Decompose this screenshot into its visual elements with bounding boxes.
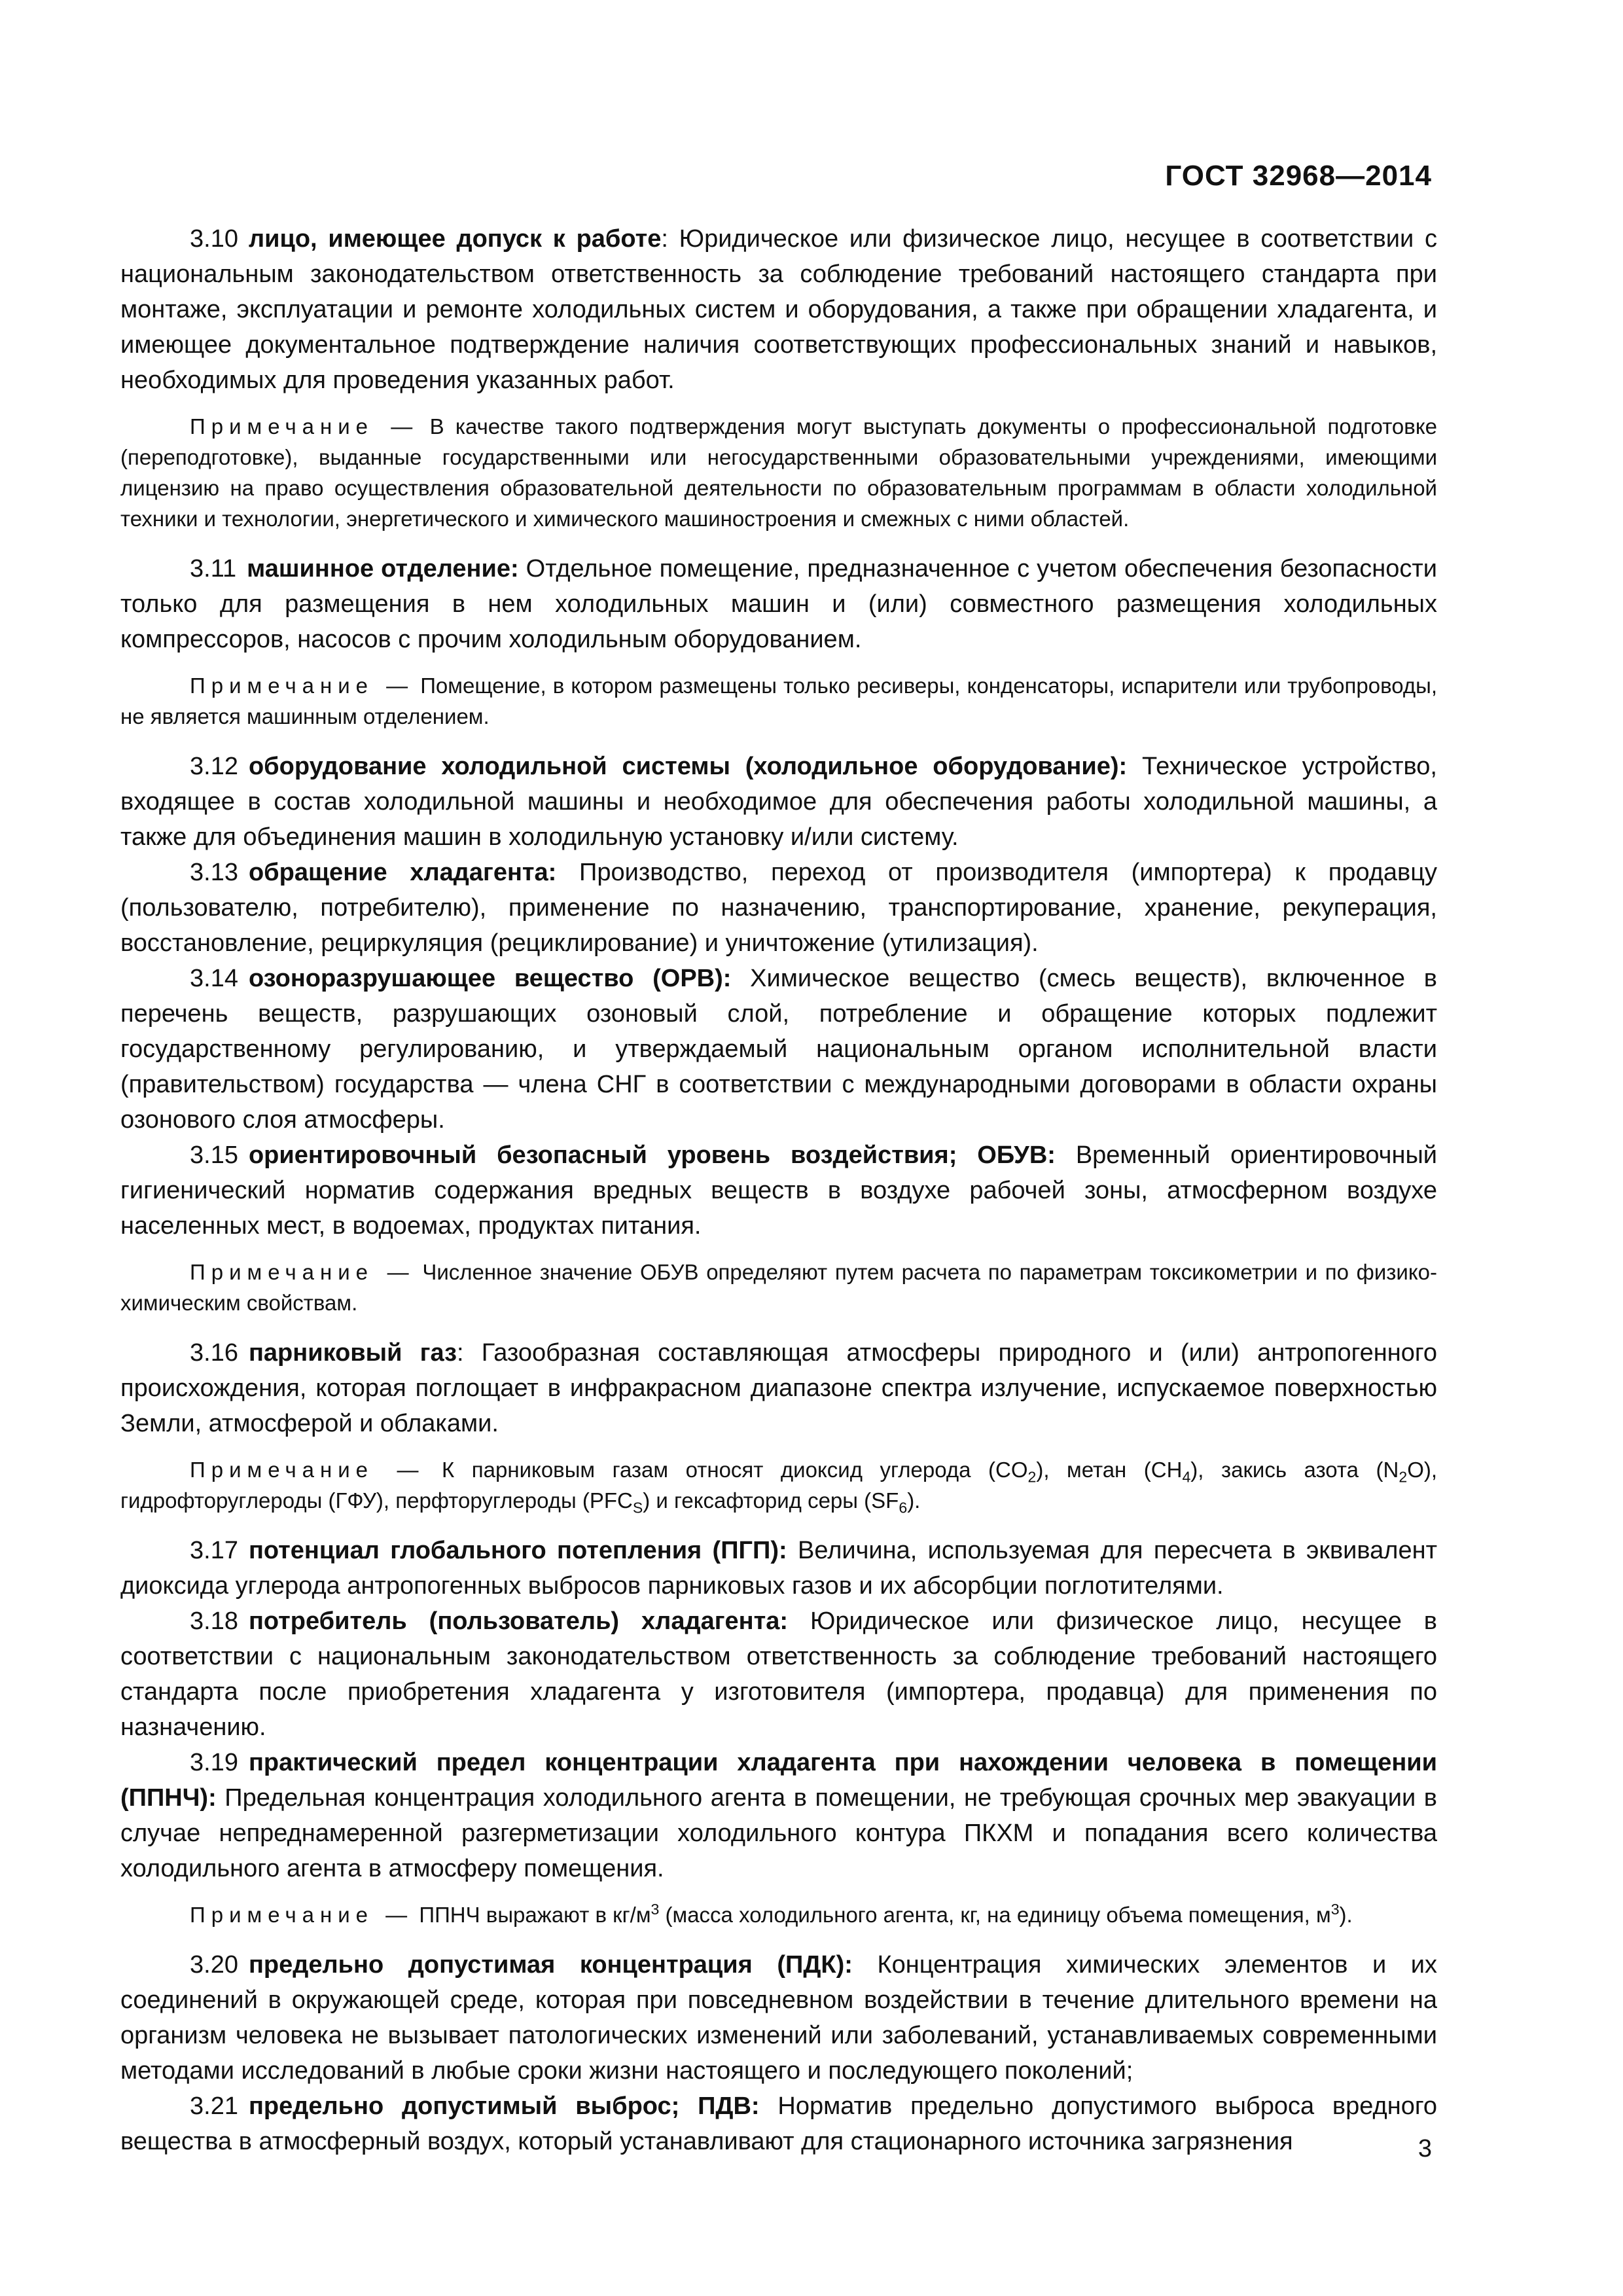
entry-term: предельно допустимая концентрация (ПДК): (248, 1951, 853, 1979)
definition-entry (120, 551, 1437, 657)
entry-term: практический предел концентрации хладагента при нахождении человека в помещении (ППНЧ): (120, 1749, 1437, 1812)
note-label: Примечание — (190, 673, 414, 698)
entry-definition: Производство, переход от производителя (импортера) к продавцу (пользователю, потребителю), применение по назначению, транспортирование, хранение, рекуперация, восстановление, рециркуляция (рециклирование) и уничтожение (утилизация). (120, 859, 1438, 957)
definition-entry (120, 1533, 1437, 1604)
entry-term: обращение хладагента: (248, 859, 557, 886)
note-label: Примечание — (190, 1903, 414, 1927)
note-label: Примечание — (190, 1458, 425, 1482)
definition-entry (120, 1138, 1437, 1244)
note (120, 411, 1437, 534)
note-text: Помещение, в котором размещены только ресиверы, конденсаторы, испарители или трубопроводы, не является машинным отделением. (120, 673, 1437, 728)
entry-number: 3.13 (190, 859, 238, 886)
page-number: 3 (1418, 2135, 1432, 2162)
entry-term: озоноразрушающее вещество (ОРВ): (248, 965, 732, 992)
entry-definition: Норматив предельно допустимого выброса вредного вещества в атмосферный воздух, который устанавливают для стационарного источника загрязнения (120, 2092, 1437, 2155)
note-label: Примечание — (190, 414, 419, 439)
note-text: ППНЧ выражают в $кг/м^3$ (масса холодильного агента, кг, на единицу объема помещения, $м^3$). (419, 1901, 1353, 1927)
entry-definition: Техническое устройство, входящее в состав холодильной машины и необходимое для обеспечения работы холодильной машины, а также для объединения машин в холодильную установку и/или систему. (120, 753, 1437, 851)
entry-number: 3.19 (190, 1749, 238, 1776)
entry-number: 3.11 (190, 555, 237, 583)
note-label: Примечание — (190, 1260, 415, 1284)
entry-number: 3.17 (190, 1537, 238, 1564)
document-number: ГОСТ 32968—2014 (1165, 160, 1432, 192)
note-text: К парниковым газам относят диоксид углерода $(CO_2)$, метан $(CH_4)$, закись азота $(N_2O)$, гидрофторуглероды (ГФУ), перфторуглероды $(PFC_S)$ и гексафторид серы $(SF_6)$. (120, 1458, 1438, 1516)
entry-term: предельно допустимый выброс; ПДВ: (248, 2092, 760, 2120)
definition-entry (120, 1947, 1437, 2089)
entry-definition: Юридическое или физическое лицо, несущее в соответствии с национальным законодательством ответственность за соблюдение требований настоящего стандарта после приобретения хладагента у изготовителя (импортера, продавца) для применения по назначению. (120, 1607, 1437, 1741)
entry-term: оборудование холодильной системы (холодильное оборудование): (248, 753, 1128, 780)
definition-entry (120, 221, 1437, 398)
note (120, 1257, 1437, 1318)
entry-number: 3.15 (190, 1141, 238, 1169)
entry-definition: Временный ориентировочный гигиенический норматив содержания вредных веществ в воздухе рабочей зоны, атмосферном воздухе населенных мест, в водоемах, продуктах питания. (120, 1141, 1437, 1240)
entry-term: потребитель (пользователь) хладагента: (248, 1607, 789, 1635)
entry-definition: Концентрация химических элементов и их соединений в окружающей среде, которая при повседневном воздействии в течение длительного времени на организм человека не вызывает патологических изменений или заболеваний, устанавливаемых современными методами исследований в любые сроки жизни настоящего и последующего поколений; (120, 1951, 1437, 2085)
definition-entry (120, 2089, 1437, 2159)
entry-definition: Предельная концентрация холодильного агента в помещении, не требующая срочных мер эвакуации в случае непреднамеренной разгерметизации холодильного контура ПКХМ и попадания всего количества холодильного агента в атмосферу помещения. (120, 1784, 1437, 1882)
entry-number: 3.20 (190, 1951, 238, 1979)
entry-number: 3.14 (190, 965, 238, 992)
note-text: Численное значение ОБУВ определяют путем расчета по параметрам токсикометрии и по физико-химическим свойствам. (120, 1260, 1437, 1315)
entry-term: потенциал глобального потепления (ПГП): (248, 1537, 787, 1564)
entry-term: машинное отделение: (247, 555, 519, 583)
entry-number: 3.21 (190, 2092, 238, 2120)
note (120, 1899, 1437, 1930)
definition-entry (120, 961, 1437, 1138)
entry-number: 3.12 (190, 753, 238, 780)
entry-term: лицо, имеющее допуск к работе (248, 225, 662, 253)
definitions-list (120, 221, 1437, 2159)
note (120, 1454, 1437, 1516)
entry-term: ориентировочный безопасный уровень воздействия; ОБУВ: (248, 1141, 1056, 1169)
entry-number: 3.18 (190, 1607, 238, 1635)
entry-term: парниковый газ (248, 1339, 457, 1367)
entry-number: 3.16 (190, 1339, 238, 1367)
entry-definition: Химическое вещество (смесь веществ), включенное в перечень веществ, разрушающих озоновый слой, потребление и обращение которых подлежит государственному регулированию, и утверждаемый национальным органом исполнительной власти (правительством) государства — члена СНГ в соответствии с международными договорами в области охраны озонового слоя атмосферы. (120, 965, 1437, 1134)
entry-definition: Величина, используемая для пересчета в эквивалент диоксида углерода антропогенных выбросов парниковых газов и их абсорбции поглотителями. (120, 1537, 1437, 1600)
definition-entry (120, 1745, 1437, 1886)
entry-number: 3.10 (190, 225, 238, 253)
definition-entry (120, 1604, 1437, 1745)
entry-definition: : Газообразная составляющая атмосферы природного и (или) антропогенного происхождения, которая поглощает в инфракрасном диапазоне спектра излучение, испускаемое поверхностью Земли, атмосферой и облаками. (120, 1339, 1437, 1437)
definition-entry (120, 1335, 1437, 1441)
definition-entry (120, 749, 1437, 855)
entry-definition: Отдельное помещение, предназначенное с учетом обеспечения безопасности только для размещения в нем холодильных машин и (или) совместного размещения холодильных компрессоров, насосов с прочим холодильным оборудованием. (120, 555, 1437, 653)
definition-entry (120, 855, 1437, 961)
entry-definition: : Юридическое или физическое лицо, несущее в соответствии с национальным законодательством ответственность за соблюдение требований настоящего стандарта при монтаже, эксплуатации и ремонте холодильных систем и оборудования, а также при обращении хладагента, и имеющее документальное подтверждение наличия соответствующих профессиональных знаний и навыков, необходимых для проведения указанных работ. (120, 225, 1437, 394)
note (120, 670, 1437, 732)
note-text: В качестве такого подтверждения могут выступать документы о профессиональной подготовке (переподготовке), выданные государственными или негосударственными образовательными учреждениями, имеющими лицензию на право осуществления образовательной деятельности по образовательным программам в области холодильной техники и технологии, энергетического и химического машиностроения и смежных с ними областей. (120, 414, 1437, 531)
